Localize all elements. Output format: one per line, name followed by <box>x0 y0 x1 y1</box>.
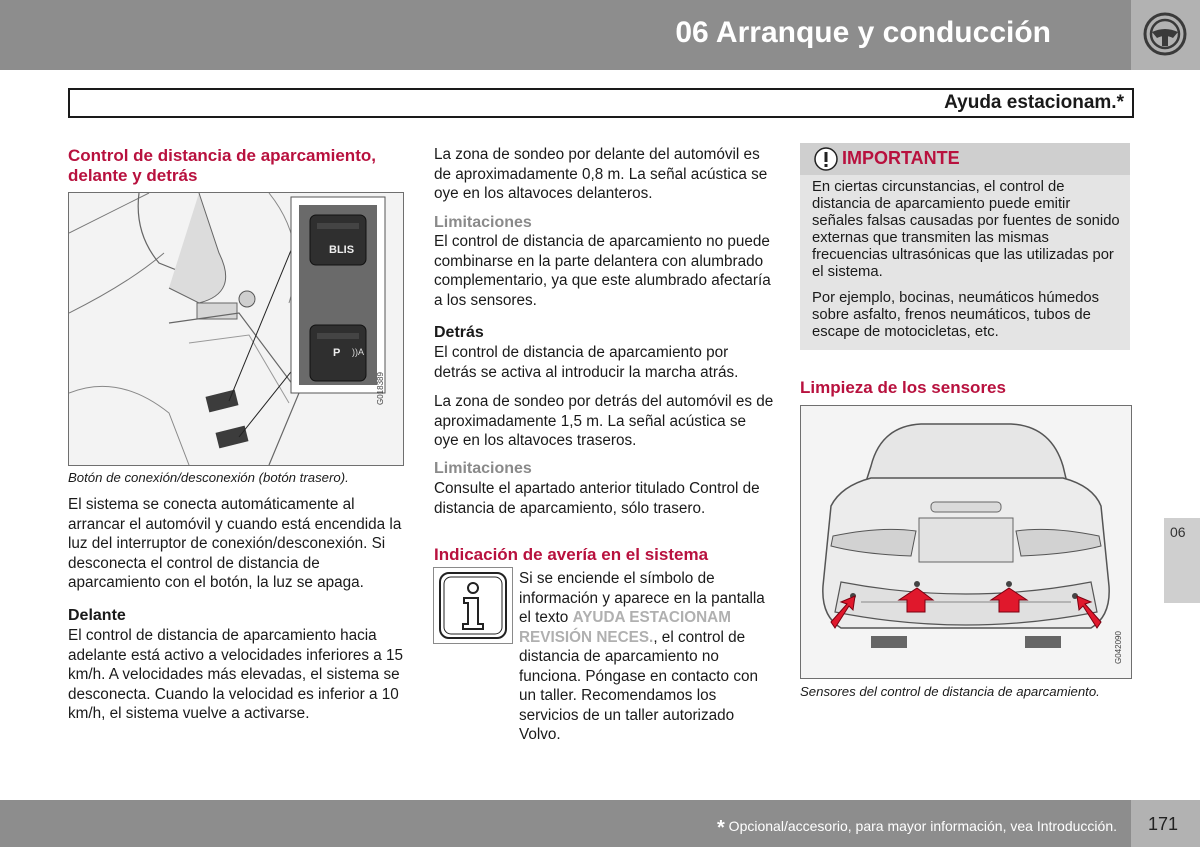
console-illustration <box>69 193 403 465</box>
subheading-limitations-front: Limitaciones <box>434 214 532 231</box>
chapter-side-tab <box>1164 518 1200 603</box>
chapter-title: 06 Arranque y conducción <box>675 16 1051 49</box>
section-title-box <box>68 88 1134 118</box>
figure-parking-button <box>68 192 404 466</box>
footer-note <box>717 817 1117 840</box>
steering-wheel-icon <box>1143 12 1187 56</box>
paragraph-front: El control de distancia de aparcamiento hacia adelante está activo a velocidades inferiores a 15 km/h. A velocidades más elevadas, el sistema se desconecta. Cuando la velocidad es inferior a 10 km/h, el sistema vuelve a activarse. <box>68 627 404 722</box>
paragraph-rear-zone: La zona de sondeo por detrás del automóvil es de aproximadamente 1,5 m. La señal acústica se oye en los altavoces traseros. <box>434 393 774 449</box>
section-title: Ayuda estacionam.* <box>944 92 1124 113</box>
important-paragraph-1: En ciertas circunstancias, el control de distancia de aparcamiento puede emitir señales falsas causadas por fuentes de sonido externas que transmiten las mismas frecuencias ultrasónicas que las utilizadas por el sistema. <box>812 179 1120 280</box>
car-rear-illustration <box>801 406 1131 678</box>
important-title: IMPORTANTE <box>842 148 960 168</box>
footnote-star: * <box>717 817 725 839</box>
chapter-header-bar <box>0 0 1131 70</box>
paragraph-front-zone: La zona de sondeo por delante del automóvil es de aproximadamente 0,8 m. La señal acústica se oye en los altavoces delanteros. <box>434 146 768 202</box>
subheading-limitations-rear: Limitaciones <box>434 460 532 477</box>
park-assist-button-label: P <box>333 347 341 359</box>
paragraph-limitations-rear: Consulte el apartado anterior titulado Control de distancia de aparcamiento, sólo trasero. <box>434 480 760 517</box>
fault-message-highlight: AYUDA ESTACIONAM REVISIÓN NECES. <box>519 609 731 646</box>
important-header <box>800 143 1130 175</box>
subheading-rear: Detrás <box>434 324 484 341</box>
paragraph-limitations-front: El control de distancia de aparcamiento no puede combinarse en la parte delantera con alumbrado complementario, ya que este alumbrado afectaría a los sensores. <box>434 233 771 309</box>
paragraph-rear-activation: El control de distancia de aparcamiento por detrás se activa al introducir la marcha atrás. <box>434 344 739 381</box>
footer-bar <box>0 800 1131 847</box>
figure-code: G018389 <box>376 372 385 405</box>
figure-caption-sensors: Sensores del control de distancia de aparcamiento. <box>800 684 1100 699</box>
heading-parking-distance-control: Control de distancia de aparcamiento, delante y detrás <box>68 146 376 185</box>
exclamation-icon <box>814 147 838 171</box>
paragraph-fault-text <box>519 569 769 745</box>
figure-code: G042090 <box>1114 631 1123 664</box>
fault-text-rest: , el control de distancia de aparcamiento no funciona. Póngase en contacto con un taller. Recomendamos los servicios de un taller autorizado Volvo. <box>519 628 758 743</box>
subheading-front: Delante <box>68 607 126 624</box>
important-notice-box <box>800 143 1130 350</box>
figure-rear-sensors <box>800 405 1132 679</box>
blis-button-label: BLIS <box>329 244 355 256</box>
figure-caption-button: Botón de conexión/desconexión (botón trasero). <box>68 470 349 485</box>
fault-text-intro: Si se enciende el símbolo de información y aparece en la pantalla el texto <box>519 570 765 626</box>
chapter-number: 06 <box>1170 524 1186 540</box>
info-symbol-icon <box>434 568 512 643</box>
footer-note-text: Opcional/accesorio, para mayor información, vea Introducción. <box>724 818 1117 834</box>
chapter-icon-box <box>1131 0 1200 70</box>
svg-text:))A: ))A <box>352 347 364 357</box>
heading-sensor-cleaning: Limpieza de los sensores <box>800 378 1006 397</box>
paragraph-system-connect: El sistema se conecta automáticamente al arrancar el automóvil y cuando está encendida la luz del interruptor de conexión/desconexión. Si desconecta el control de distancia de aparcamiento con el botón, la luz se apaga. <box>68 496 402 591</box>
page-number-box <box>1131 800 1200 847</box>
page-number: 171 <box>1148 814 1179 834</box>
info-symbol-box <box>433 567 513 644</box>
important-paragraph-2: Por ejemplo, bocinas, neumáticos húmedos sobre asfalto, frenos neumáticos, tubos de escape de motocicletas, etc. <box>812 290 1100 340</box>
heading-fault-indication: Indicación de avería en el sistema <box>434 545 709 564</box>
